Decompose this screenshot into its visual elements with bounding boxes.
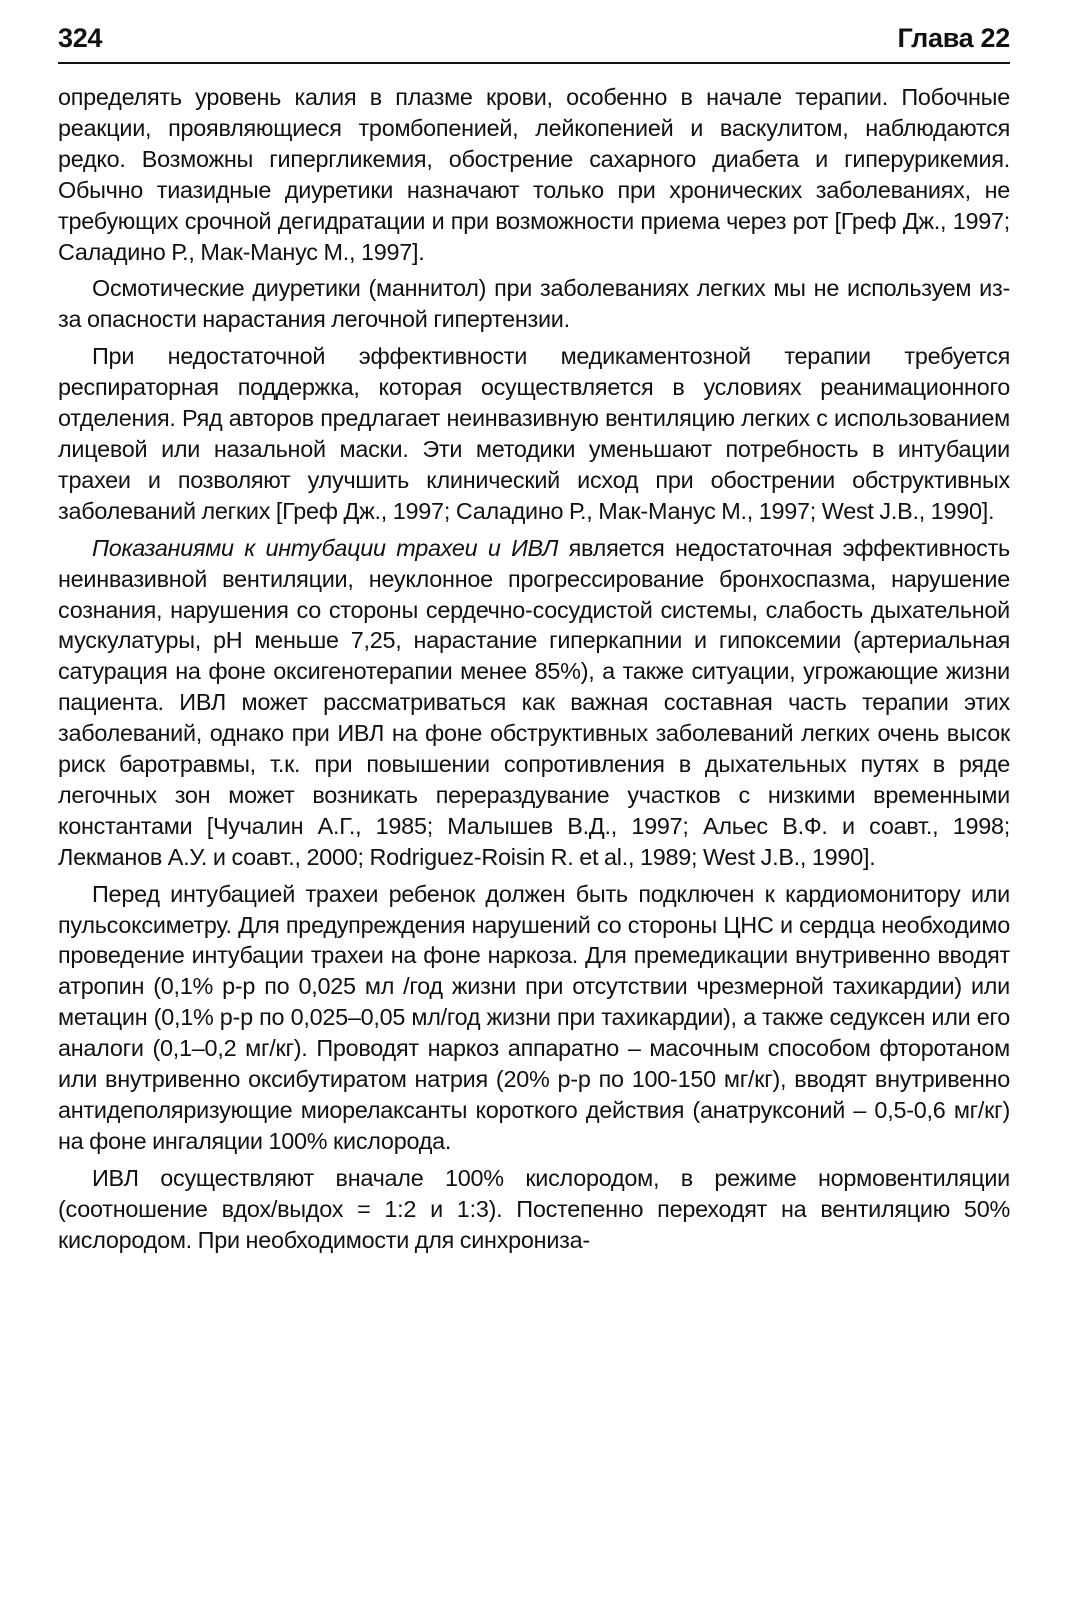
paragraph-2: Осмотические диуретики (маннитол) при заболеваниях легких мы не используем из-за опасности нарастания легочной гипертензии. (58, 275, 1010, 333)
book-page (58, 22, 1010, 1262)
page-number: 324 (58, 23, 103, 53)
paragraph-4-text: является недостаточная эффективность неинвазивной вентиляции, неуклонное прогрессирование бронхоспазма, нарушение сознания, нарушения со стороны сердечно-сосудистой системы, слабость дыхательной мускулатуры, pH меньше 7,25, нарастание гиперкапнии и гипоксемии (артериальная сатурация на фоне оксигенотерапии менее 85%), а также ситуации, угрожающие жизни пациента. ИВЛ может рассматриваться как важная составная часть терапии этих заболеваний, однако при ИВЛ на фоне обструктивных заболеваний легких очень высок риск баротравмы, т.к. при повышении сопротивления в дыхательных путях в ряде легочных зон может возникать перераздувание участков с низкими временными константами [Чучалин А.Г., 1985; Малышев В.Д., 1997; Альес В.Ф. и соавт., 1998; Лекманов А.У. и соавт., 2000; Rodriguez-Roisin R. et al., 1989; West J.B., 1990]. (58, 534, 1010, 870)
paragraph-6: ИВЛ осуществляют вначале 100% кислородом, в режиме нормовентиляции (соотношение вдох/выдох = 1:2 и 1:3). Постепенно переходят на вентиляцию 50% кислородом. При необходимости для синхрониза- (58, 1164, 1010, 1253)
paragraph-4 (58, 533, 1010, 873)
paragraph-3: При недостаточной эффективности медикаментозной терапии требуется респираторная поддержка, которая осуществляется в условиях реанимационного отделения. Ряд авторов предлагает неинвазивную вентиляцию легких с использованием лицевой или назальной маски. Эти методики уменьшают потребность в интубации трахеи и позволяют улучшить клинический исход при обострении обструктивных заболеваний легких [Греф Дж., 1997; Саладино Р., Мак-Манус М., 1997; West J.B., 1990]. (58, 343, 1010, 524)
paragraph-1: определять уровень калия в плазме крови, особенно в начале терапии. Побочные реакции, проявляющиеся тромбопенией, лейкопенией и васкулитом, наблюдаются редко. Возможны гипергликемия, обострение сахарного диабета и гиперурикемия. Обычно тиазидные диуретики назначают только при хронических заболеваниях, не требующих срочной дегидратации и при возможности приема через рот [Греф Дж., 1997; Саладино Р., Мак-Манус М., 1997]. (58, 84, 1010, 265)
chapter-title: Глава 22 (897, 23, 1010, 53)
indications-emphasis: Показаниями к интубации трахеи и ИВЛ (92, 534, 559, 561)
running-header (58, 22, 1010, 64)
paragraph-5: Перед интубацией трахеи ребенок должен быть подключен к кардиомонитору или пульсоксиметру. Для предупреждения нарушений со стороны ЦНС и сердца необходимо проведение интубации трахеи на фоне наркоза. Для премедикации внутривенно вводят атропин (0,1% р-р по 0,025 мл /год жизни при отсутствии чрезмерной тахикардии) или метацин (0,1% р-р по 0,025–0,05 мл/год жизни при тахикардии), а также седуксен или его аналоги (0,1–0,2 мг/кг). Проводят наркоз аппаратно – масочным способом фторотаном или внутривенно оксибутиратом натрия (20% р-р по 100-150 мг/кг), вводят внутривенно антидеполяризующие миорелаксанты короткого действия (анатруксоний – 0,5-0,6 мг/кг) на фоне ингаляции 100% кислорода. (58, 880, 1010, 1154)
body-text (58, 82, 1010, 1256)
